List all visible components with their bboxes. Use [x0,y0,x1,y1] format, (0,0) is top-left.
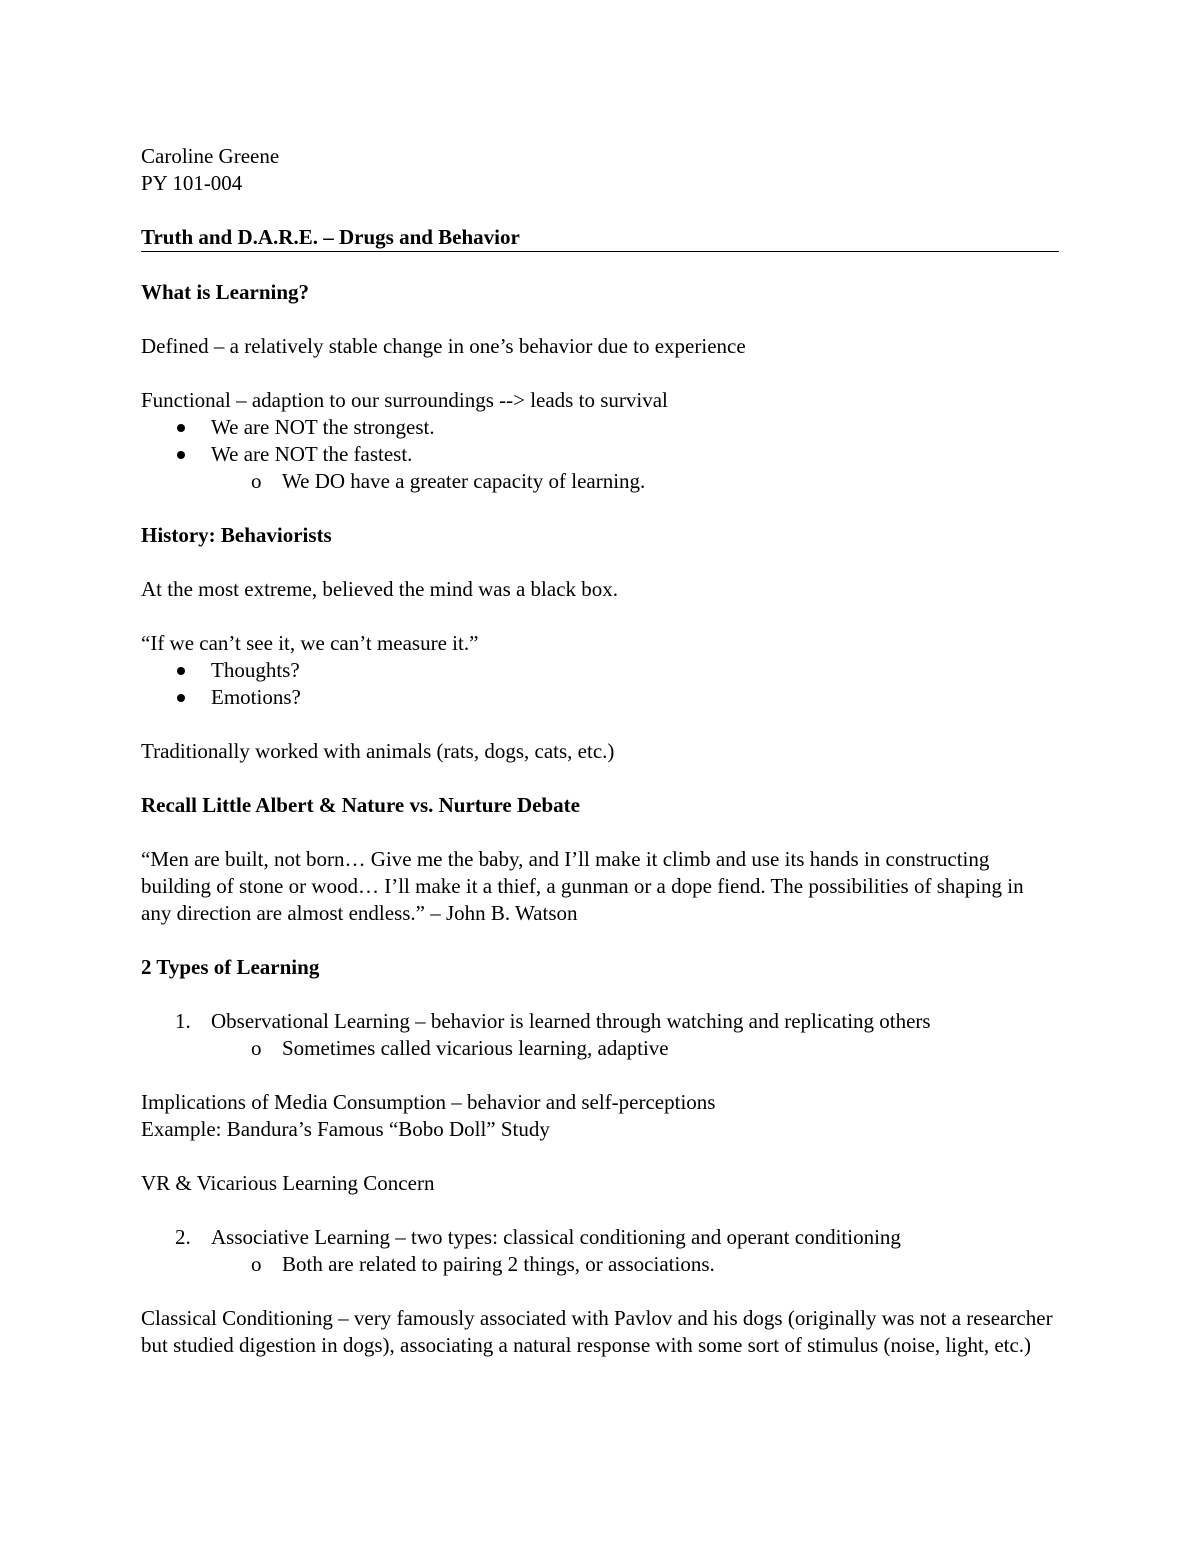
see-measure-quote: “If we can’t see it, we can’t measure it.” [141,631,479,655]
types-list-2 [141,1224,1059,1278]
bullet-icon [177,451,185,459]
sub-list-item-text: Both are related to pairing 2 things, or associations. [282,1252,715,1276]
author-name: Caroline Greene [141,144,280,168]
quote-bullet-list [141,657,1059,711]
watson-quote: “Men are built, not born… Give me the baby, and I’ll make it climb and use its hands in constructing building of stone or wood… I’ll make it a thief, a gunman or a dope fiend. The possibilities of shaping in any direction are almost endless.” – John B. Watson [141,847,1024,925]
sub-bullet-marker: o [251,469,262,493]
functional-bullet-list [141,414,1059,495]
list-item-text: Associative Learning – two types: classical conditioning and operant conditioning [211,1225,901,1249]
list-item [141,441,1059,468]
types-list-1 [141,1008,1059,1062]
list-item [141,414,1059,441]
document-page [141,143,1059,1359]
sub-list-item [141,468,1059,495]
list-item [141,684,1059,711]
sub-bullet-marker: o [251,1252,262,1276]
numbered-list-item [141,1224,1059,1251]
black-box-paragraph: At the most extreme, believed the mind was a black box. [141,577,619,601]
list-item [141,657,1059,684]
bullet-icon [177,667,185,675]
media-paragraph: Implications of Media Consumption – behavior and self-perceptions [141,1090,716,1114]
list-item-text: Observational Learning – behavior is learned through watching and replicating others [211,1009,931,1033]
bandura-paragraph: Example: Bandura’s Famous “Bobo Doll” Study [141,1117,550,1141]
sub-list-item-text: We DO have a greater capacity of learning. [282,469,646,493]
heading-what-is-learning: What is Learning? [141,280,310,304]
animals-paragraph: Traditionally worked with animals (rats, dogs, cats, etc.) [141,739,615,763]
vr-paragraph: VR & Vicarious Learning Concern [141,1171,435,1195]
heading-types-of-learning: 2 Types of Learning [141,955,320,979]
list-number: 2. [175,1225,191,1249]
heading-recall: Recall Little Albert & Nature vs. Nurture Debate [141,793,580,817]
document-title: Truth and D.A.R.E. – Drugs and Behavior [141,224,1059,252]
definition-paragraph: Defined – a relatively stable change in one’s behavior due to experience [141,334,746,358]
list-item-text: We are NOT the strongest. [211,415,435,439]
list-number: 1. [175,1009,191,1033]
bullet-icon [177,694,185,702]
list-item-text: Thoughts? [211,658,300,682]
list-item-text: We are NOT the fastest. [211,442,413,466]
sub-list-item [141,1035,1059,1062]
sub-list-item [141,1251,1059,1278]
list-item-text: Emotions? [211,685,301,709]
sub-bullet-marker: o [251,1036,262,1060]
functional-paragraph: Functional – adaption to our surroundings --> leads to survival [141,388,668,412]
classical-conditioning-paragraph: Classical Conditioning – very famously associated with Pavlov and his dogs (originally was not a researcher but studied digestion in dogs), associating a natural response with some sort of stimulus (noise, light, etc.) [141,1306,1053,1357]
bullet-icon [177,424,185,432]
course-code: PY 101-004 [141,171,243,195]
numbered-list-item [141,1008,1059,1035]
heading-history: History: Behaviorists [141,523,332,547]
sub-list-item-text: Sometimes called vicarious learning, adaptive [282,1036,669,1060]
